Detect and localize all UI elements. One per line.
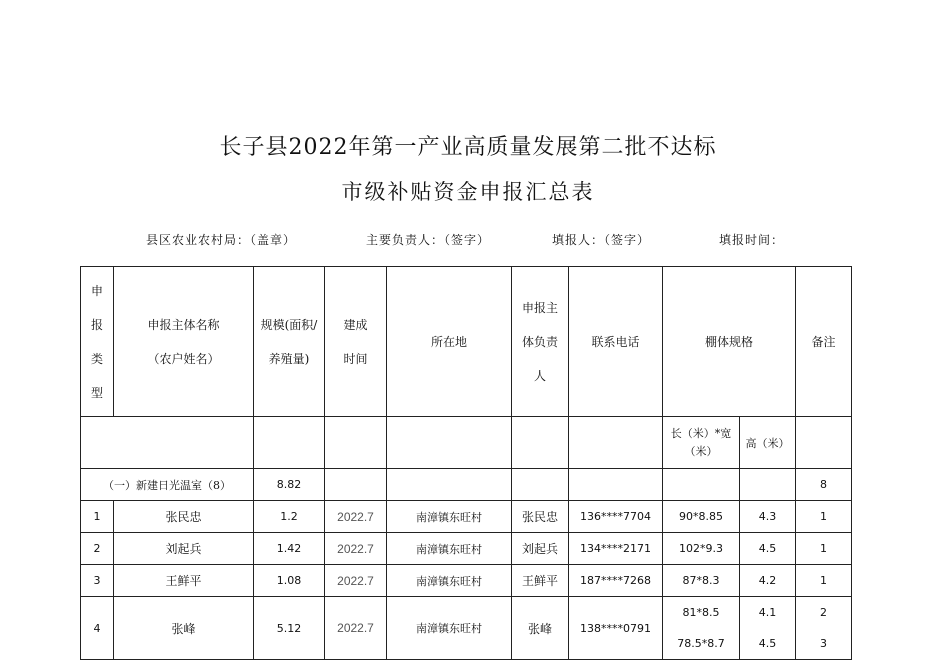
row-number: 3 bbox=[81, 565, 114, 597]
row-scale: 1.42 bbox=[254, 533, 325, 565]
row-length-width: 90*8.85 bbox=[663, 501, 740, 533]
row-height: 4.2 bbox=[740, 565, 796, 597]
header-phone: 联系电话 bbox=[569, 267, 663, 417]
row-phone: 136****7704 bbox=[569, 501, 663, 533]
row-built: 2022.7 bbox=[325, 565, 387, 597]
row-owner: 张峰 bbox=[512, 597, 569, 660]
header-length-width: 长（米）*宽（米） bbox=[663, 417, 740, 469]
row-location: 南漳镇东旺村 bbox=[387, 597, 512, 660]
row-remark: 2 3 bbox=[796, 597, 852, 660]
table-row bbox=[81, 565, 852, 597]
row-name: 王鲜平 bbox=[114, 565, 254, 597]
row-number: 1 bbox=[81, 501, 114, 533]
row-location: 南漳镇东旺村 bbox=[387, 565, 512, 597]
row-number: 2 bbox=[81, 533, 114, 565]
table-row bbox=[81, 597, 852, 660]
header-type: 申 报 类 型 bbox=[81, 267, 114, 417]
header-row bbox=[81, 267, 852, 417]
subtotal-row bbox=[81, 469, 852, 501]
document-title-line2: 市级补贴资金申报汇总表 bbox=[341, 180, 595, 204]
row-name: 刘起兵 bbox=[114, 533, 254, 565]
row-built: 2022.7 bbox=[325, 533, 387, 565]
row-scale: 1.2 bbox=[254, 501, 325, 533]
row-owner: 张民忠 bbox=[512, 501, 569, 533]
row-phone: 187****7268 bbox=[569, 565, 663, 597]
row-height: 4.5 bbox=[740, 533, 796, 565]
row-owner: 刘起兵 bbox=[512, 533, 569, 565]
row-number: 4 bbox=[81, 597, 114, 660]
row-location: 南漳镇东旺村 bbox=[387, 533, 512, 565]
meta-filler-field: 填报人：（签字） bbox=[552, 233, 651, 247]
row-remark: 1 bbox=[796, 533, 852, 565]
row-remark: 1 bbox=[796, 501, 852, 533]
row-owner: 王鲜平 bbox=[512, 565, 569, 597]
meta-principal-field: 主要负责人：（签字） bbox=[366, 233, 491, 247]
header-applicant-name: 申报主体名称 （农户姓名） bbox=[114, 267, 254, 417]
document-title-line1: 长子县2022年第一产业高质量发展第二批不达标 bbox=[219, 135, 717, 160]
row-built: 2022.7 bbox=[325, 501, 387, 533]
header-height: 高（米） bbox=[740, 417, 796, 469]
subtotal-label: （一）新建日光温室（8） bbox=[81, 469, 254, 501]
row-height: 4.1 4.5 bbox=[740, 597, 796, 660]
meta-bureau-field: 县区农业农村局：（盖章） bbox=[146, 233, 297, 247]
header-remark: 备注 bbox=[796, 267, 852, 417]
row-scale: 1.08 bbox=[254, 565, 325, 597]
row-built: 2022.7 bbox=[325, 597, 387, 660]
row-length-width: 81*8.5 78.5*8.7 bbox=[663, 597, 740, 660]
header-built-time: 建成 时间 bbox=[325, 267, 387, 417]
table-row bbox=[81, 501, 852, 533]
row-phone: 138****0791 bbox=[569, 597, 663, 660]
row-length-width: 102*9.3 bbox=[663, 533, 740, 565]
summary-table bbox=[80, 266, 852, 660]
row-name: 张民忠 bbox=[114, 501, 254, 533]
row-location: 南漳镇东旺村 bbox=[387, 501, 512, 533]
header-owner: 申报主 体负责 人 bbox=[512, 267, 569, 417]
row-remark: 1 bbox=[796, 565, 852, 597]
header-location: 所在地 bbox=[387, 267, 512, 417]
header-shed-spec: 棚体规格 bbox=[663, 267, 796, 417]
row-scale: 5.12 bbox=[254, 597, 325, 660]
row-length-width: 87*8.3 bbox=[663, 565, 740, 597]
meta-date-field: 填报时间： bbox=[719, 233, 785, 247]
row-name: 张峰 bbox=[114, 597, 254, 660]
row-height: 4.3 bbox=[740, 501, 796, 533]
row-phone: 134****2171 bbox=[569, 533, 663, 565]
subheader-row bbox=[81, 417, 852, 469]
table-row bbox=[81, 533, 852, 565]
header-scale: 规模(面积/ 养殖量) bbox=[254, 267, 325, 417]
subtotal-remark: 8 bbox=[796, 469, 852, 501]
subtotal-scale: 8.82 bbox=[254, 469, 325, 501]
